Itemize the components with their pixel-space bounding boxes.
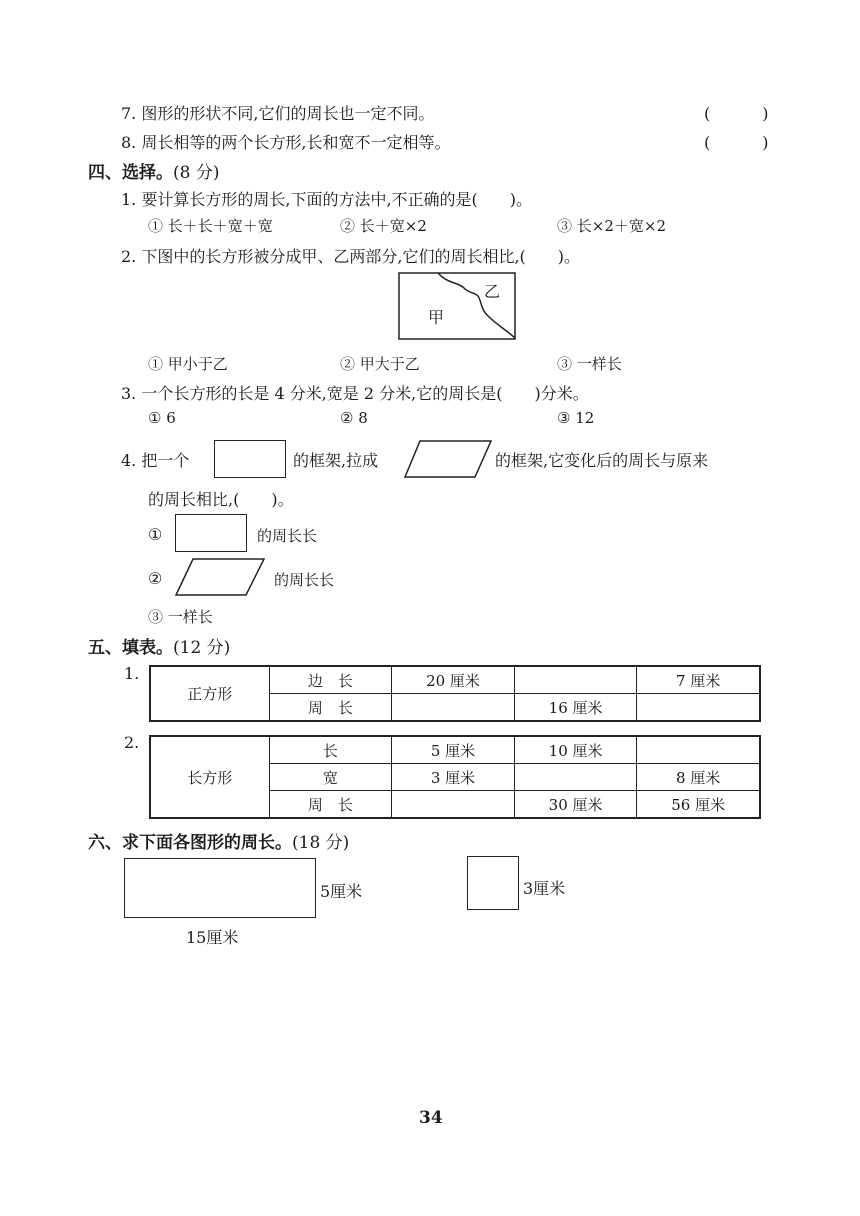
rect-row-label-width: 宽 — [269, 764, 392, 791]
rectangle-figure — [124, 858, 316, 918]
section-5-heading — [88, 633, 230, 658]
q4-text-part2: 的框架,拉成 — [293, 451, 379, 470]
rect-cell[interactable]: 56 厘米 — [637, 791, 760, 819]
square-row-label-perimeter: 周 长 — [269, 694, 392, 722]
rect-cell[interactable]: 30 厘米 — [514, 791, 637, 819]
section-6-points: (18 分) — [292, 833, 350, 853]
label-yi: 乙 — [484, 282, 501, 301]
parallelogram-frame-figure — [404, 440, 492, 478]
option-1-rectangle-figure — [175, 514, 247, 552]
q3-option-3[interactable]: ③ 12 — [557, 409, 595, 427]
square-table — [149, 665, 761, 722]
choice-question-2: 2. 下图中的长方形被分成甲、乙两部分,它们的周长相比,( )。 — [121, 247, 581, 266]
q4-option-2-mark[interactable]: ② — [148, 569, 163, 588]
square-cell[interactable]: 16 厘米 — [514, 694, 637, 722]
table-1-number: 1. — [124, 664, 140, 683]
rectangle-width-label: 15厘米 — [186, 928, 239, 947]
q4-option-2-text[interactable]: 的周长长 — [274, 571, 335, 589]
rectangle-table-name: 长方形 — [150, 736, 269, 818]
square-row-label-side: 边 长 — [269, 666, 392, 694]
q4-text-part3: 的框架,它变化后的周长与原来 — [495, 451, 709, 470]
q3-option-2[interactable]: ② 8 — [340, 409, 368, 427]
q4-text-line2: 的周长相比,( )。 — [148, 490, 294, 509]
square-cell[interactable]: 20 厘米 — [392, 666, 515, 694]
rect-cell[interactable] — [637, 736, 760, 764]
option-2-parallelogram-figure — [175, 558, 265, 596]
rect-cell[interactable] — [392, 791, 515, 819]
page-number: 34 — [419, 1108, 443, 1128]
square-cell[interactable]: 7 厘米 — [637, 666, 760, 694]
rectangle-table — [149, 735, 761, 819]
q1-option-2[interactable]: ② 长＋宽×2 — [340, 217, 427, 235]
table-2-number: 2. — [124, 733, 140, 752]
section-4-title: 四、选择。 — [88, 163, 173, 183]
q2-option-2[interactable]: ② 甲大于乙 — [340, 355, 420, 373]
choice-question-3: 3. 一个长方形的长是 4 分米,宽是 2 分米,它的周长是( )分米。 — [121, 384, 589, 403]
q1-option-1[interactable]: ① 长＋长＋宽＋宽 — [148, 217, 273, 235]
rect-cell[interactable]: 10 厘米 — [514, 736, 637, 764]
answer-paren-7[interactable]: ( ) — [704, 104, 787, 123]
q4-option-1-text[interactable]: 的周长长 — [257, 527, 318, 545]
rectangle-frame-figure — [214, 440, 286, 478]
rect-row-label-length: 长 — [269, 736, 392, 764]
q1-option-3[interactable]: ③ 长×2＋宽×2 — [557, 217, 666, 235]
section-6-heading — [88, 828, 349, 853]
q3-option-1[interactable]: ① 6 — [148, 409, 176, 427]
answer-paren-8[interactable]: ( ) — [704, 133, 787, 152]
section-5-title: 五、填表。 — [88, 638, 173, 658]
rectangle-height-label: 5厘米 — [320, 882, 363, 901]
section-5-points: (12 分) — [173, 638, 231, 658]
square-cell[interactable] — [514, 666, 637, 694]
rect-cell[interactable] — [514, 764, 637, 791]
q4-text-part1: 4. 把一个 — [121, 451, 190, 470]
judge-question-8: 8. 周长相等的两个长方形,长和宽不一定相等。 — [121, 133, 451, 152]
choice-question-1: 1. 要计算长方形的周长,下面的方法中,不正确的是( )。 — [121, 190, 533, 209]
judge-question-7: 7. 图形的形状不同,它们的周长也一定不同。 — [121, 104, 435, 123]
square-side-label: 3厘米 — [523, 879, 566, 898]
rect-row-label-perimeter: 周 长 — [269, 791, 392, 819]
square-table-name: 正方形 — [150, 666, 269, 721]
q2-option-1[interactable]: ① 甲小于乙 — [148, 355, 228, 373]
square-cell[interactable] — [392, 694, 515, 722]
square-figure — [467, 856, 519, 910]
section-4-heading — [88, 158, 219, 183]
q4-option-3[interactable]: ③ 一样长 — [148, 608, 213, 626]
rect-cell[interactable]: 8 厘米 — [637, 764, 760, 791]
square-cell[interactable] — [637, 694, 760, 722]
q4-option-1-mark[interactable]: ① — [148, 525, 163, 544]
rect-cell[interactable]: 3 厘米 — [392, 764, 515, 791]
section-6-title: 六、求下面各图形的周长。 — [88, 833, 292, 853]
q2-option-3[interactable]: ③ 一样长 — [557, 355, 622, 373]
rect-cell[interactable]: 5 厘米 — [392, 736, 515, 764]
label-jia: 甲 — [428, 308, 445, 327]
section-4-points: (8 分) — [173, 163, 220, 183]
